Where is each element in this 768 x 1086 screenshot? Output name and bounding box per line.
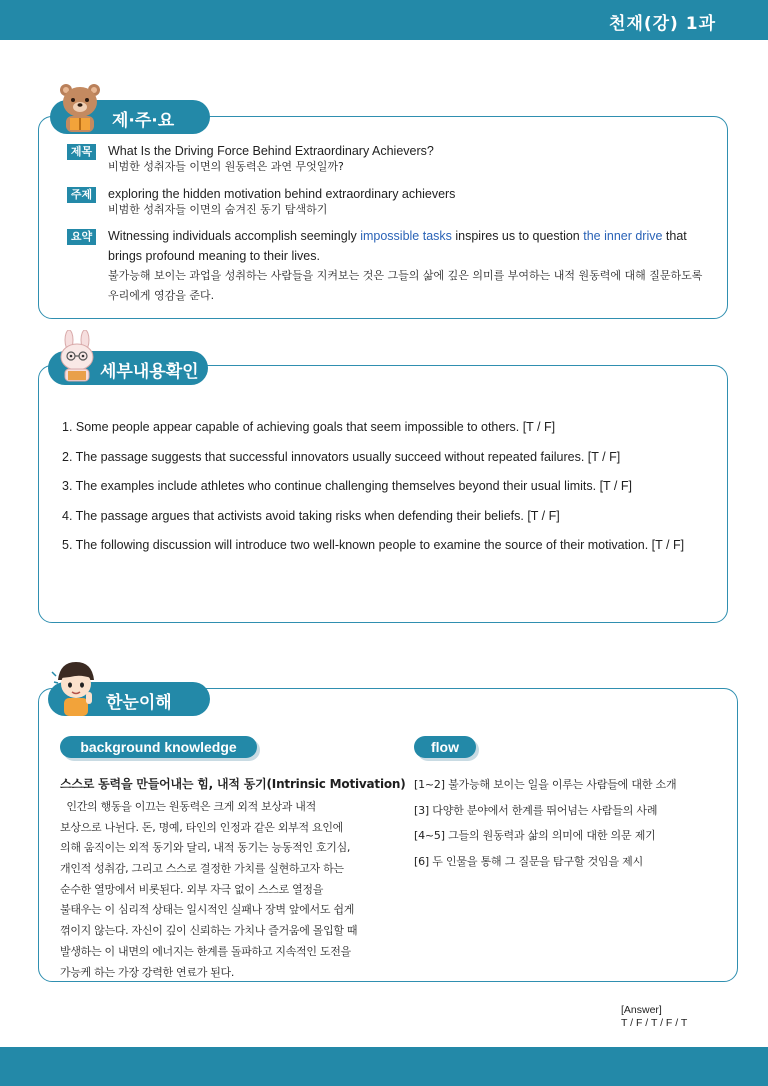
question-item: 3. The examples include athletes who continue challenging themselves beyond their usual limits. [T / F] [62, 479, 632, 493]
summary-en-line1: Witnessing individuals accomplish seemingly impossible tasks inspires us to question the inner drive that [108, 229, 687, 243]
flow-pill: flow [414, 736, 476, 758]
highlight-impossible-tasks: impossible tasks [360, 229, 452, 243]
overview-title: 한눈이해 [106, 693, 172, 713]
summary-title: 제·주·요 [112, 111, 175, 131]
background-line: 보상으로 나뉜다. 돈, 명예, 타인의 인정과 같은 외부적 요인에 [60, 820, 343, 834]
title-ko: 비범한 성취자들 이면의 원동력은 과연 무엇일까? [108, 160, 344, 173]
title-tag: 제목 [67, 144, 96, 160]
title-row [67, 143, 707, 179]
background-line: 발생하는 이 내면의 에너지는 한계를 돌파하고 지속적인 도전을 [60, 944, 351, 958]
flow-item: [3] 다양한 분야에서 한계를 뛰어넘는 사람들의 사례 [414, 803, 658, 817]
topic-row [67, 186, 707, 222]
question-item: 4. The passage argues that activists avoid taking risks when defending their beliefs. [T / F] [62, 508, 560, 523]
summary-row [67, 226, 707, 310]
question-item: 5. The following discussion will introduce two well-known people to examine the source of their motivation. [T / F] [62, 538, 685, 552]
summary-ko-line2: 우리에게 영감을 준다. [108, 289, 215, 302]
summary-ko-line1: 불가능해 보이는 과업을 성취하는 사람들을 지켜보는 것은 그들의 삶에 깊은 의미를 부여하는 내적 원동력에 대해 질문하도록 [108, 269, 703, 282]
topic-tag: 주제 [67, 187, 96, 203]
question-list [62, 419, 712, 567]
flow-item: [1~2] 불가능해 보이는 일을 이루는 사람들에 대한 소개 [414, 778, 677, 791]
header-bar [0, 0, 768, 40]
flow-list [414, 777, 724, 879]
bear-mascot-icon [56, 82, 104, 134]
summary-en-line2: brings profound meaning to their lives. [108, 249, 320, 263]
question-item: 1. Some people appear capable of achieving goals that seem impossible to others. [T / F] [62, 420, 556, 434]
answer-value: T / F / T / F / T [621, 1017, 688, 1029]
summary-tag: 요약 [67, 229, 96, 245]
flow-item: [4~5] 그들의 원동력과 삶의 의미에 대한 의문 제기 [414, 829, 656, 842]
background-line: 꺾이지 않는다. 자신이 깊이 신뢰하는 가치나 즐거움에 몰입할 때 [60, 924, 358, 938]
footer-bar [0, 1047, 768, 1086]
background-heading: 스스로 동력을 만들어내는 힘, 내적 동기(Intrinsic Motivation) [60, 777, 406, 791]
flow-item: [6] 두 인물을 통해 그 질문을 탐구할 것임을 제시 [414, 854, 644, 868]
question-item: 2. The passage suggests that successful innovators usually succeed without repeated failures. [T / F] [62, 449, 621, 464]
background-knowledge-pill: background knowledge [60, 736, 257, 758]
background-line: 순수한 열망에서 비롯된다. 외부 자극 없이 스스로 열정을 [60, 882, 324, 896]
kid-mascot-icon [50, 658, 102, 718]
background-line: 불태우는 이 심리적 상태는 일시적인 실패나 장벽 앞에서도 쉽게 [60, 903, 355, 917]
topic-en: exploring the hidden motivation behind extraordinary achievers [108, 187, 456, 201]
background-line: 의해 움직이는 외적 동기와 달리, 내적 동기는 능동적인 호기심, [60, 841, 351, 855]
answer-label: [Answer] [621, 1004, 662, 1016]
brand-label: 천재(강) 1과 [609, 14, 716, 34]
rabbit-mascot-icon [54, 330, 100, 382]
background-line: 개인적 성취감, 그리고 스스로 결정한 가치를 실현하고자 하는 [60, 862, 344, 876]
background-body [60, 797, 390, 983]
answer-block [621, 1004, 687, 1030]
detail-title: 세부내용확인 [100, 362, 199, 382]
background-line: 인간의 행동을 이끄는 원동력은 크게 외적 보상과 내적 [60, 800, 316, 813]
background-line: 가능케 하는 가장 강력한 연료가 된다. [60, 965, 235, 979]
topic-ko: 비범한 성취자들 이면의 숨겨진 동기 탐색하기 [108, 203, 328, 216]
title-en: What Is the Driving Force Behind Extraordinary Achievers? [108, 144, 434, 158]
highlight-inner-drive: the inner drive [583, 229, 663, 243]
